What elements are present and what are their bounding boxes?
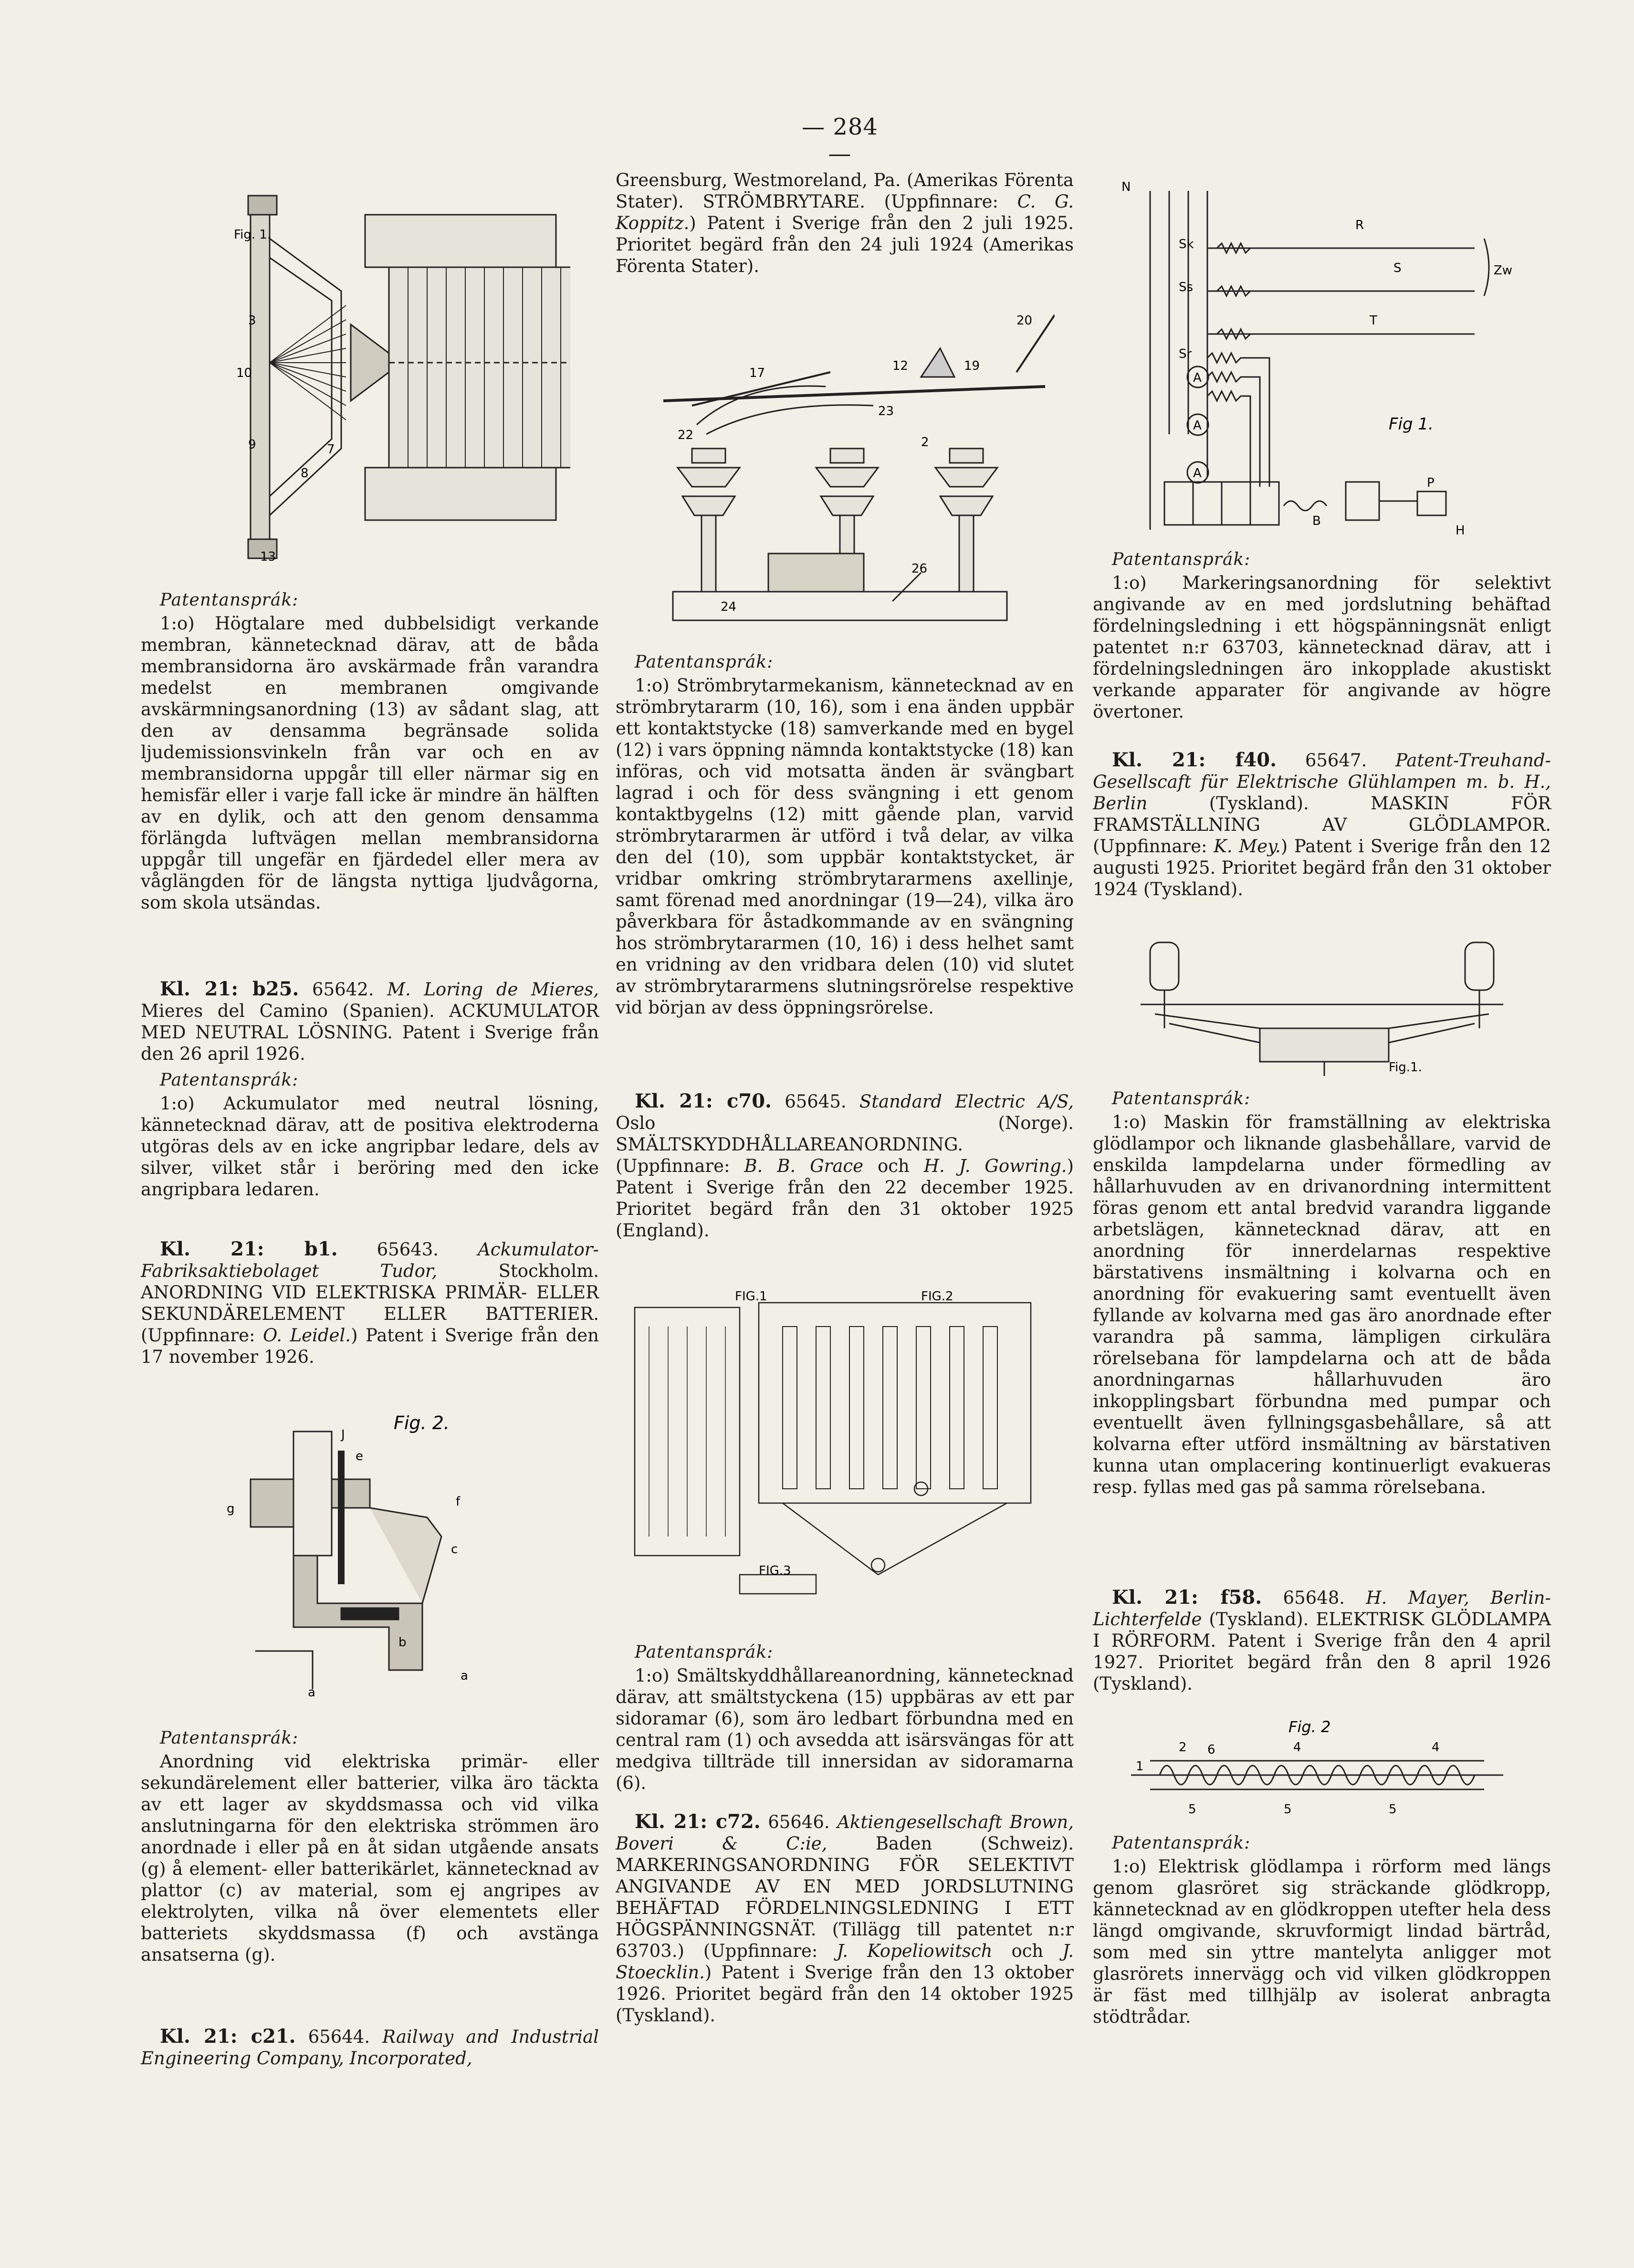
figure-circuit: [1102, 172, 1532, 549]
entry-65643: [141, 1238, 599, 1368]
claim-text: 1:o) Smältskyddhållareanordning, kännetecknad därav, att smältstyckena (15) uppbäras av ett par sidoramar (6), som äro ledbart förbundna med en central ram (1) och avsedda att isärsvängas för att medgiva tillträde till innersidan av sidoramarna (6).: [616, 1665, 1074, 1793]
claim-heading: Patentansprák:: [1112, 1833, 1251, 1853]
svg-text:FIG.3: FIG.3: [759, 1564, 791, 1578]
svg-text:B: B: [1312, 514, 1321, 528]
patent-owner: M. Loring de Mieres,: [387, 979, 599, 1000]
fuse-holder-drawing: [625, 1288, 1055, 1608]
patent-description: Oslo (Norge). SMÄLTSKYDDHÅLLAREANORDNING. (Uppfinnare:: [616, 1113, 1074, 1176]
entry-65644: [141, 2026, 599, 2069]
inventor: J. Stoecklin.: [616, 1941, 1074, 1983]
claim-heading: Patentansprák:: [160, 1728, 299, 1748]
inventor: O. Leidel.: [263, 1325, 351, 1346]
svg-text:Ss: Ss: [1179, 280, 1194, 294]
claim-text: 1:o) Högtalare med dubbelsidigt verkande membran, kännetecknad därav, att de båda membransidorna äro avskärmade från varandra medelst en membranen omgivande avskärmningsanordning (13) av sådant slag, att den av densamma begränsade solida ljudemissionsvinkeln från var och en av membransidorna uppgår till eller närmar sig en hemisfär eller i varje fall icke är mindre än hälften av en dylik, och att den genom densamma förlängda luftvägen mellan membransidorna uppgår till ungefär en fjärdedel eller mera av våglängden för de längsta nyttiga ljudvågorna, som skola utsändas.: [141, 613, 599, 913]
entry-65646: [616, 1811, 1074, 2026]
svg-text:3: 3: [248, 314, 256, 328]
svg-text:a: a: [461, 1669, 468, 1683]
patent-description: (Tyskland). ELEKTRISK GLÖDLAMPA I RÖRFORM. Patent i Sverige från den 4 april 1927. Prioritet begärd från den 8 april 1926 (Tyskland).: [1093, 1609, 1551, 1694]
entry-65642: [141, 978, 599, 1200]
conjunction: och: [877, 1156, 910, 1176]
entry-65643-claim: [141, 1727, 599, 1965]
claim-heading: Patentansprák:: [635, 1642, 774, 1662]
circuit-drawing: [1102, 172, 1532, 549]
lamp-machine-fig-label: Fig.1.: [1389, 1060, 1422, 1075]
svg-text:23: 23: [878, 404, 894, 418]
patent-date: ) Patent i Sverige från den 17 november 1926.: [141, 1325, 599, 1367]
entry-65646-claim: [1093, 549, 1551, 722]
class-code: Kl. 21: b1.: [160, 1238, 338, 1260]
svg-text:A: A: [1193, 371, 1202, 385]
class-code: Kl. 21: c72.: [635, 1810, 761, 1833]
svg-text:2: 2: [1179, 1740, 1187, 1755]
entry-65647-claim: [1093, 1088, 1551, 1498]
class-code: Kl. 21: c21.: [160, 2025, 296, 2048]
svg-text:5: 5: [1389, 1802, 1397, 1817]
svg-text:2: 2: [921, 435, 929, 449]
tube-lamp-drawing: [1131, 1718, 1503, 1828]
svg-text:T: T: [1370, 314, 1377, 328]
figure-switch-mechanism: [625, 305, 1055, 639]
patent-number: 65647.: [1305, 750, 1367, 771]
entry-65648-claim: [1093, 1832, 1551, 2028]
svg-text:FIG.1: FIG.1: [735, 1289, 767, 1304]
claim-text: 1:o) Maskin för framställning av elektriska glödlampor och liknande glasbehållare, varvid de enskilda lampdelarna under förmedling av hållarhuvuden av en drivanordning intermittent föras genom ett antal bredvid varandra liggande arbetslägen, kännetecknad därav, att en anordning för innerdelarnas respektive bärstativens insmältning i kolvarna och en anordning för evakuering samt eventuellt även fyllande av kolvarna med gas äro anordnade efter varandra på samma, lämpligen cirkulära rörelsebana för lampdelarna och att de båda anordningarnas hållarhuvuden äro inkopplingsbart förbundna med pumpar och eventuellt även fyllningsgasbehållare, så att kolvarna efter utförd insmältning av bärstativen kunna utan omplacering kontinuerligt evakueras resp. fyllas med gas på samma rörelsebana.: [1093, 1112, 1551, 1497]
entry-65644-continued: [616, 169, 1074, 277]
patent-number: 65646.: [768, 1812, 830, 1832]
patent-number: 65643.: [377, 1239, 439, 1260]
svg-text:R: R: [1355, 218, 1364, 232]
class-code: Kl. 21: f58.: [1112, 1586, 1262, 1609]
svg-text:12: 12: [892, 359, 909, 373]
claim-heading: Patentansprák:: [1112, 550, 1251, 569]
figure-battery-terminal: [198, 1403, 532, 1708]
claim-text: 1:o) Elektrisk glödlampa i rörform med längs genom glasröret sig sträckande glödkropp, kännetecknad av en glödkroppen utefter hela dess längd omgivande, skruvformigt lindad bärtråd, som med sin yttre mantelyta anligger mot glasrörets innervägg och vid vilken glödkroppen är fäst med tillhjälp av isolerat anbragta stödtrådar.: [1093, 1856, 1551, 2027]
claim-text: 1:o) Markeringsanordning för selektivt angivande av en med jordslutning behäftad fördelningsledning i ett högspänningsnät enligt patentet n:r 63703, kännetecknad därav, att i fördelningsledningen äro inkopplade akustiskt verkande apparater för angivande av högre övertoner.: [1093, 573, 1551, 722]
svg-text:10: 10: [236, 366, 252, 380]
svg-text:g: g: [227, 1502, 235, 1516]
svg-text:P: P: [1427, 476, 1435, 490]
class-code: Kl. 21: c70.: [635, 1090, 772, 1112]
entry-65645: [616, 1090, 1074, 1241]
lamp-machine-drawing: [1141, 933, 1503, 1076]
patent-date: ) Patent i Sverige från den 12 augusti 1925. Prioritet begärd från den 31 oktober 1924 (Tyskland).: [1093, 836, 1551, 899]
patent-date: ) Patent i Sverige från den 22 december 1925. Prioritet begärd från den 31 oktober 1925 (England).: [616, 1156, 1074, 1241]
patent-description: Baden (Schweiz). MARKERINGSANORDNING FÖR SELEKTIVT ANGIVANDE AV EN MED JORDSLUTNING BEHÄFTAD FÖRDELNINGSLEDNING I ETT HÖGSPÄNNINGSNÄT. (Tillägg till patentet n:r 63703.) (Uppfinnare:: [616, 1833, 1074, 1961]
entry-65641-claim: [141, 589, 599, 913]
battery-terminal-drawing: [198, 1403, 532, 1708]
patent-owner: Aktiengesellschaft Brown, Boveri & C:ie,: [616, 1812, 1074, 1854]
svg-text:e: e: [356, 1449, 363, 1463]
svg-text:7: 7: [327, 442, 335, 457]
tube-lamp-fig-label: Fig. 2: [1288, 1718, 1331, 1736]
patent-owner: Ackumulator-Fabriksaktiebolaget Tudor,: [141, 1239, 599, 1281]
claim-heading: Patentansprák:: [635, 652, 774, 672]
patent-description: Greensburg, Westmoreland, Pa. (Amerikas Förenta Stater). STRÖMBRYTARE. (Uppfinnare:: [616, 170, 1074, 212]
loudspeaker-drawing: [141, 181, 570, 573]
claim-text: Anordning vid elektriska primär- eller sekundärelement eller batterier, vilka äro täckta av ett lager av skyddsmassa och vid vilka anslutningarna för den elektriska strömmen äro anordnade i eller på en åt sidan utgående ansats (g) å element- eller batterikärlet, kännetecknad av plattor (c) av material, som ej angripes av elektrolyten, vilka nå över elementets eller batteriets skyddsmassa (f) och avstänga ansatserna (g).: [141, 1751, 599, 1965]
claim-text: 1:o) Ackumulator med neutral lösning, kännetecknad därav, att de positiva elektroderna utgöras dels av en icke angripbar ledare, dels av silver, vilket står i beröring med den icke angripbara ledaren.: [141, 1093, 599, 1200]
svg-text:c: c: [451, 1542, 458, 1557]
entry-65648: [1093, 1587, 1551, 1694]
svg-text:13: 13: [260, 550, 276, 564]
class-code: Kl. 21: b25.: [160, 978, 299, 1000]
figure-tube-lamp: [1131, 1718, 1503, 1828]
svg-text:FIG.2: FIG.2: [921, 1289, 953, 1304]
circuit-fig-label: Fig 1.: [1389, 415, 1434, 434]
inventor: K. Mey.: [1214, 836, 1281, 857]
svg-text:6: 6: [1207, 1743, 1215, 1757]
svg-text:a: a: [308, 1685, 315, 1700]
svg-text:A: A: [1193, 418, 1202, 433]
svg-text:22: 22: [678, 428, 694, 442]
inventor: B. B. Grace: [744, 1156, 864, 1176]
svg-text:Zw: Zw: [1494, 263, 1513, 278]
svg-text:5: 5: [1284, 1802, 1292, 1817]
entry-65645-claim: [616, 1641, 1074, 1794]
inventor: J. Kopeliowitsch: [837, 1941, 993, 1961]
patent-number: 65648.: [1283, 1588, 1345, 1608]
svg-text:19: 19: [964, 359, 980, 373]
claim-heading: Patentansprák:: [160, 590, 299, 610]
svg-text:S: S: [1393, 261, 1402, 275]
svg-text:H: H: [1456, 523, 1465, 538]
svg-text:Sk: Sk: [1179, 237, 1194, 251]
svg-text:b: b: [398, 1635, 407, 1650]
claim-text: 1:o) Strömbrytarmekanism, kännetecknad av en strömbrytararm (10, 16), som i ena änden uppbär ett kontaktstycke (18) samverkande med en bygel (12) i vars öppning nämnda kontaktstycke (18) kan införas, och vid motsatta änden är svängbart lagrad i och för dess svängning i ett genom kontaktbygelns (12) mitt gående plan, varvid strömbrytararmen är utförd i två delar, av vilka den del (10), som uppbär kontaktstycket, är vridbar omkring strömbrytararmens axellinje, samt förenad med anordningar (19—24), vilka äro påverkbara för åstadkommande av en svängning hos strömbrytararmen (10, 16) i dess helhet samt en vridning av den vridbara delen (10) vid slutet av strömbrytararmens slutningsrörelse respektive vid början av dess öppningsrörelse.: [616, 675, 1074, 1018]
entry-65644-claim: [616, 651, 1074, 1018]
svg-text:9: 9: [248, 438, 256, 452]
svg-text:f: f: [456, 1495, 461, 1509]
svg-text:N: N: [1121, 180, 1131, 194]
page-number: — 284 —: [802, 114, 878, 167]
svg-text:Sr: Sr: [1179, 347, 1192, 361]
svg-text:24: 24: [721, 600, 737, 614]
svg-text:20: 20: [1016, 314, 1033, 328]
claim-heading: Patentansprák:: [1112, 1089, 1251, 1108]
svg-text:J: J: [341, 1428, 345, 1442]
patent-number: 65645.: [785, 1091, 847, 1112]
patent-owner: H. Mayer, Berlin-Lichterfelde: [1093, 1588, 1551, 1630]
patent-date: ) Patent i Sverige från den 2 juli 1925. Prioritet begärd från den 24 juli 1924 (Amerikas Förenta Stater).: [616, 213, 1074, 276]
inventor: C. G. Koppitz.: [616, 191, 1074, 233]
figure-lamp-machine: [1141, 933, 1503, 1076]
patent-number: 65644.: [308, 2027, 370, 2047]
conjunction: och: [1011, 1941, 1044, 1961]
patent-number: 65642.: [312, 979, 374, 1000]
claim-heading: Patentansprák:: [160, 1070, 299, 1090]
patent-description: (Tyskland). MASKIN FÖR FRAMSTÄLLNING AV GLÖDLAMPOR. (Uppfinnare:: [1093, 793, 1551, 857]
fig1-label: Fig. 1.: [234, 228, 272, 242]
svg-text:17: 17: [749, 366, 765, 380]
patent-date: ) Patent i Sverige från den 13 oktober 1926. Prioritet begärd från den 14 oktober 1925 (Tyskland).: [616, 1962, 1074, 2026]
inventor: H. J. Gowring.: [923, 1156, 1067, 1176]
patent-owner: Patent-Treuhand-Gesellscaft für Elektrische Glühlampen m. b. H., Berlin: [1093, 750, 1551, 814]
patent-description: Mieres del Camino (Spanien). ACKUMULATOR MED NEUTRAL LÖSNING. Patent i Sverige från den 26 april 1926.: [141, 1001, 599, 1064]
svg-text:1: 1: [1136, 1759, 1144, 1774]
svg-text:5: 5: [1188, 1802, 1196, 1817]
entry-65647: [1093, 749, 1551, 900]
figure-loudspeaker: [141, 181, 570, 573]
switch-mechanism-drawing: [625, 305, 1055, 639]
patent-description: Stockholm. ANORDNING VID ELEKTRISKA PRIMÄR- ELLER SEKUNDÄRELEMENT ELLER BATTERIER. (Uppfinnare:: [141, 1261, 599, 1346]
svg-text:4: 4: [1432, 1740, 1440, 1755]
svg-text:A: A: [1193, 466, 1202, 481]
class-code: Kl. 21: f40.: [1112, 749, 1277, 771]
figure-fuse-holder: [625, 1288, 1055, 1608]
patent-owner: Railway and Industrial Engineering Company, Incorporated,: [141, 2027, 599, 2069]
svg-text:8: 8: [301, 466, 309, 481]
patent-owner: Standard Electric A/S,: [859, 1091, 1074, 1112]
fig2-label: Fig. 2.: [394, 1412, 450, 1433]
svg-text:4: 4: [1293, 1740, 1301, 1755]
svg-text:26: 26: [911, 562, 928, 576]
